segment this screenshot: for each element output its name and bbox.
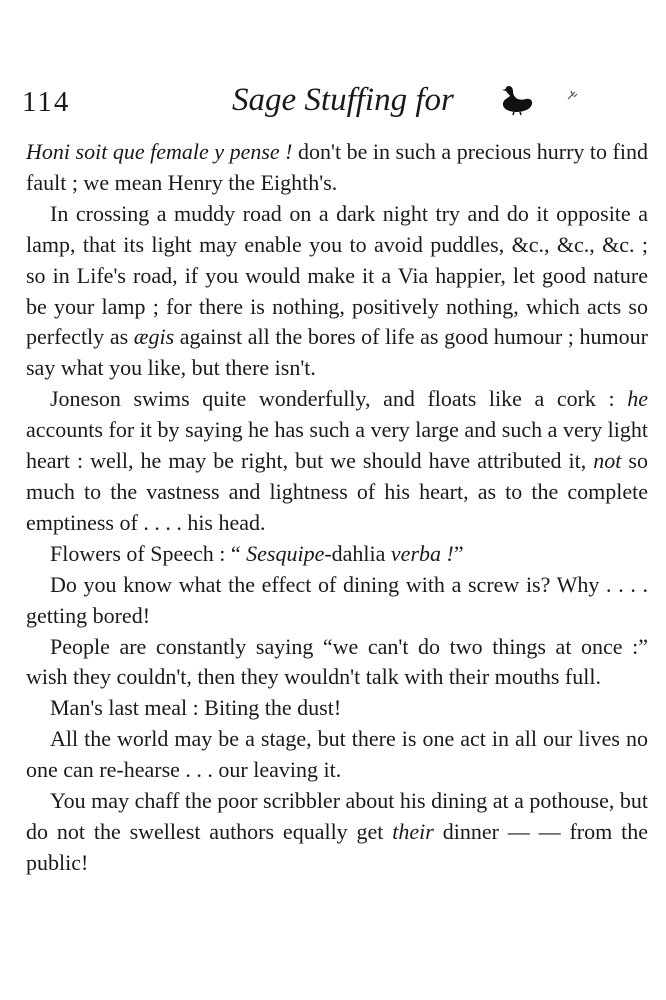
latin-motto: Honi soit que female y pense ! bbox=[26, 139, 293, 164]
paragraph-text: Flowers of Speech : “ bbox=[50, 540, 247, 566]
italic-word: he bbox=[627, 386, 648, 412]
paragraph-text: Joneson swims quite wonderfully, and floats like a cork : bbox=[50, 386, 628, 412]
paragraph-text: In crossing a muddy road on a dark night try and do it opposite a lamp, that its light may enable you to avoid puddles, &c., &c., &c. ; so in Life's road, if you would make it a Via happier, let good nature be your lamp ; for there is nothing, positively nothing, which acts so perfectly as bbox=[26, 200, 648, 350]
goose-silhouette-icon bbox=[500, 82, 534, 116]
paragraph-last-meal bbox=[26, 693, 648, 724]
paragraph-text: against all the bores of life as good humour ; humour say what you like, but there isn't. bbox=[26, 324, 648, 381]
paragraph-text: accounts for it by saying he has such a very large and such a very light heart : well, he may be right, but we should have attributed it, bbox=[26, 417, 648, 474]
paragraph-text: dinner — — from the public! bbox=[26, 818, 648, 875]
paragraph-text: Man's last meal : Biting the dust! bbox=[50, 695, 342, 721]
paragraph-world-stage bbox=[26, 724, 648, 786]
paragraph-muddy-road bbox=[26, 199, 648, 384]
italic-word: ægis bbox=[133, 324, 175, 350]
running-title: Sage Stuffing for bbox=[232, 82, 454, 118]
paragraph-text: -dahlia bbox=[324, 540, 391, 566]
paragraph-text: so much to the vastness and lightness of his heart, as to the complete emptiness of . . . . his head. bbox=[26, 448, 648, 535]
paragraph-text: All the world may be a stage, but there is one act in all our lives no one can re-hearse . . . our leaving it. bbox=[26, 726, 648, 783]
page-body bbox=[26, 137, 648, 879]
paragraph-joneson bbox=[26, 384, 648, 539]
paragraph-poor-scribbler bbox=[26, 786, 648, 879]
ink-speck-icon bbox=[565, 88, 579, 102]
paragraph-text: Do you know what the effect of dining with a screw is? Why . . . . getting bored! bbox=[26, 571, 648, 628]
italic-word: verba ! bbox=[390, 540, 454, 566]
paragraph-text: ” bbox=[453, 540, 464, 566]
page-header bbox=[22, 80, 652, 124]
italic-word: Sesquipe bbox=[246, 540, 325, 566]
paragraph-text: People are constantly saying “we can't do two things at once :” wish they couldn't, then they wouldn't talk with their mouths full. bbox=[26, 633, 648, 690]
italic-word: not bbox=[593, 448, 622, 474]
paragraph-flowers-of-speech bbox=[26, 539, 648, 570]
paragraph-honi-soit bbox=[26, 137, 648, 199]
paragraph-text: You may chaff the poor scribbler about his dining at a pothouse, but do not the swellest authors equally get bbox=[26, 788, 648, 844]
page-number: 114 bbox=[22, 86, 71, 118]
paragraph-dining-screw bbox=[26, 570, 648, 632]
paragraph-text: don't be in such a precious hurry to find fault ; we mean Henry the Eighth's. bbox=[26, 139, 648, 195]
paragraph-two-things bbox=[26, 632, 648, 694]
italic-word: their bbox=[392, 818, 434, 844]
